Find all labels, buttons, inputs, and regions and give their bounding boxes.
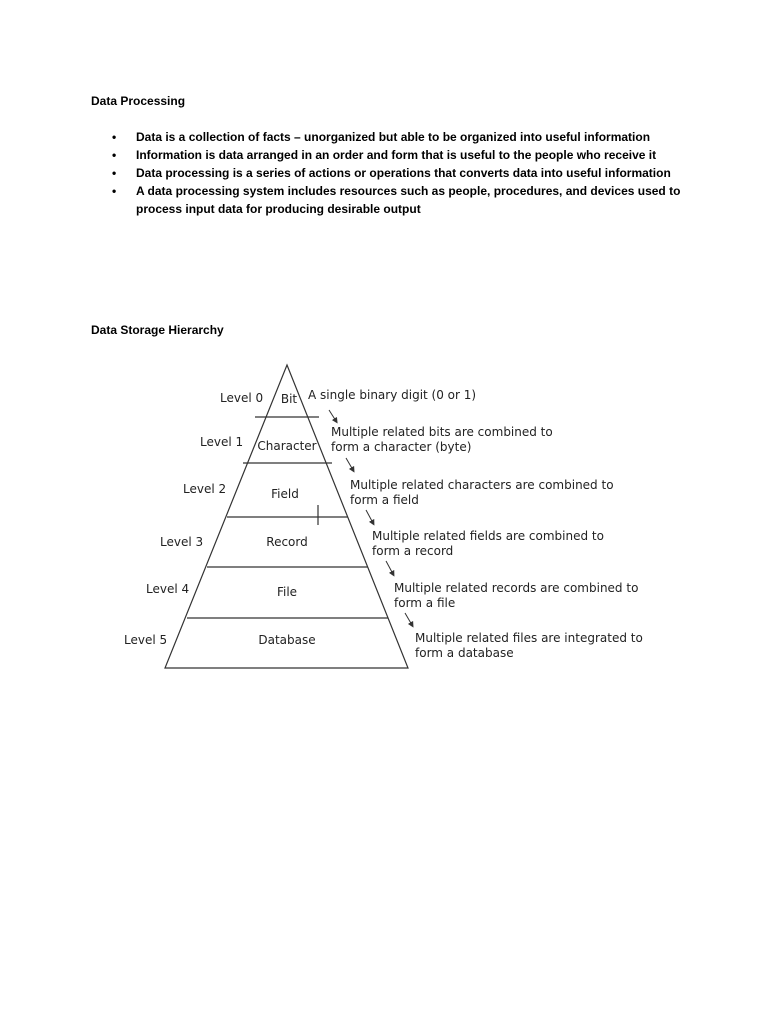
level-name: Database [258, 633, 316, 647]
bullet-icon: • [112, 148, 117, 162]
level-description: form a character (byte) [331, 440, 472, 454]
level-label: Level 5 [124, 633, 168, 647]
bullet-text: Information is data arranged in an order and form that is useful to the people who receive it [136, 148, 657, 162]
level-description: Multiple related fields are combined to [372, 529, 604, 543]
level-label: Level 1 [200, 435, 244, 449]
bullet-item [112, 182, 712, 218]
level-description: A single binary digit (0 or 1) [308, 388, 477, 402]
bullet-icon: • [112, 130, 117, 144]
level-description: Multiple related bits are combined to [331, 425, 553, 439]
arrow-icon [329, 410, 336, 421]
bullet-item [112, 146, 712, 164]
level-description: form a database [415, 646, 514, 660]
bullet-icon: • [112, 184, 117, 198]
bullet-item [112, 128, 712, 146]
arrow-icon [405, 613, 412, 625]
level-name: Bit [280, 392, 298, 406]
bullet-list [112, 128, 712, 218]
bullet-item [112, 164, 712, 182]
level-description: Multiple related files are integrated to [415, 631, 643, 645]
level-name: File [276, 585, 298, 599]
level-label: Level 2 [183, 482, 227, 496]
section-title-data-processing: Data Processing [91, 94, 186, 108]
bullet-text: Data is a collection of facts – unorganized but able to be organized into useful information [136, 130, 651, 144]
level-label: Level 4 [146, 582, 190, 596]
level-description: Multiple related records are combined to [394, 581, 639, 595]
level-label: Level 0 [220, 391, 264, 405]
arrow-icon [346, 458, 353, 470]
level-name: Field [271, 487, 299, 501]
arrow-icon [386, 561, 393, 574]
level-description: form a file [394, 596, 456, 610]
level-name: Character [257, 439, 317, 453]
bullet-icon: • [112, 166, 117, 180]
section-title-data-storage-hierarchy: Data Storage Hierarchy [91, 323, 224, 337]
bullet-text: Data processing is a series of actions or operations that converts data into useful information [136, 166, 671, 180]
arrow-icon [366, 510, 373, 523]
level-description: form a record [372, 544, 454, 558]
level-description: Multiple related characters are combined to [350, 478, 614, 492]
level-description: form a field [350, 493, 419, 507]
level-label: Level 3 [160, 535, 204, 549]
level-name: Record [266, 535, 308, 549]
bullet-text: A data processing system includes resources such as people, procedures, and devices used to process input data for producing desirable output [136, 184, 681, 216]
storage-hierarchy-diagram [110, 355, 670, 675]
